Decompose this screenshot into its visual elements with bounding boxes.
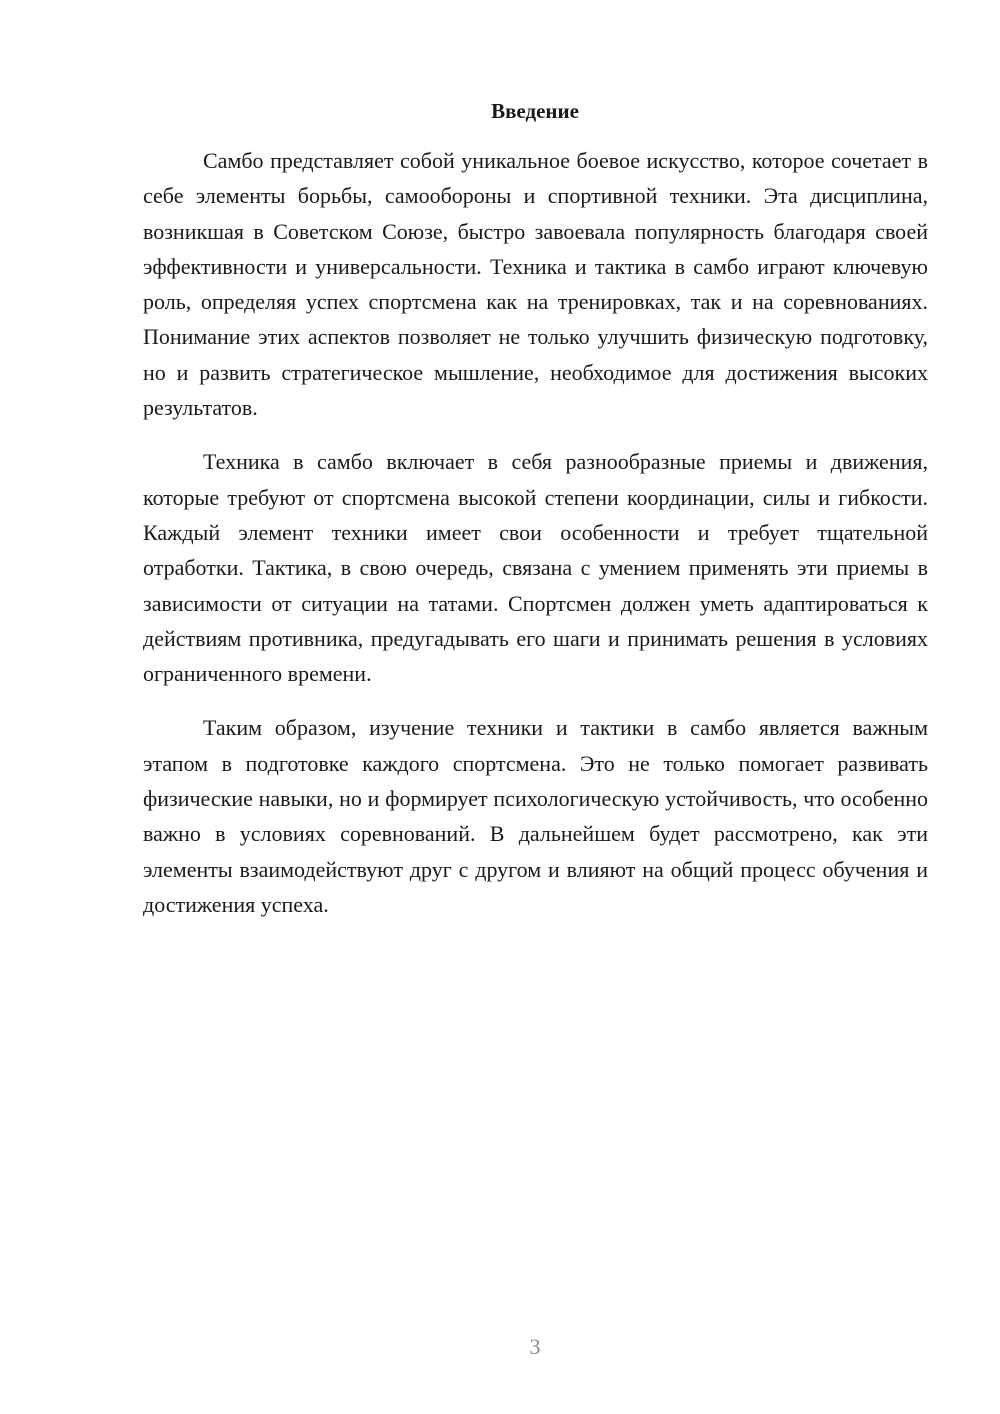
page-number: 3 <box>529 1334 541 1359</box>
section-heading: Введение <box>491 99 579 123</box>
body-text <box>143 143 928 941</box>
paragraph-1: Самбо представляет собой уникальное боевое искусство, которое сочетает в себе элементы борьбы, самообороны и спортивной техники. Эта дисциплина, возникшая в Советском Союзе, быстро завоевала популярность благодаря своей эффективности и универсальности. Техника и тактика в самбо играют ключевую роль, определяя успех спортсмена как на тренировках, так и на соревнованиях. Понимание этих аспектов позволяет не только улучшить физическую подготовку, но и развить стратегическое мышление, необходимое для достижения высоких результатов. <box>143 148 928 421</box>
paragraph-3: Таким образом, изучение техники и тактики в самбо является важным этапом в подготовке каждого спортсмена. Это не только помогает развивать физические навыки, но и формирует психологическую устойчивость, что особенно важно в условиях соревнований. В дальнейшем будет рассмотрено, как эти элементы взаимодействуют друг с другом и влияют на общий процесс обучения и достижения успеха. <box>143 715 928 917</box>
paragraph-2: Техника в самбо включает в себя разнообразные приемы и движения, которые требуют от спортсмена высокой степени координации, силы и гибкости. Каждый элемент техники имеет свои особенности и требует тщательной отработки. Тактика, в свою очередь, связана с умением применять эти приемы в зависимости от ситуации на татами. Спортсмен должен уметь адаптироваться к действиям противника, предугадывать его шаги и принимать решения в условиях ограниченного времени. <box>143 449 928 687</box>
